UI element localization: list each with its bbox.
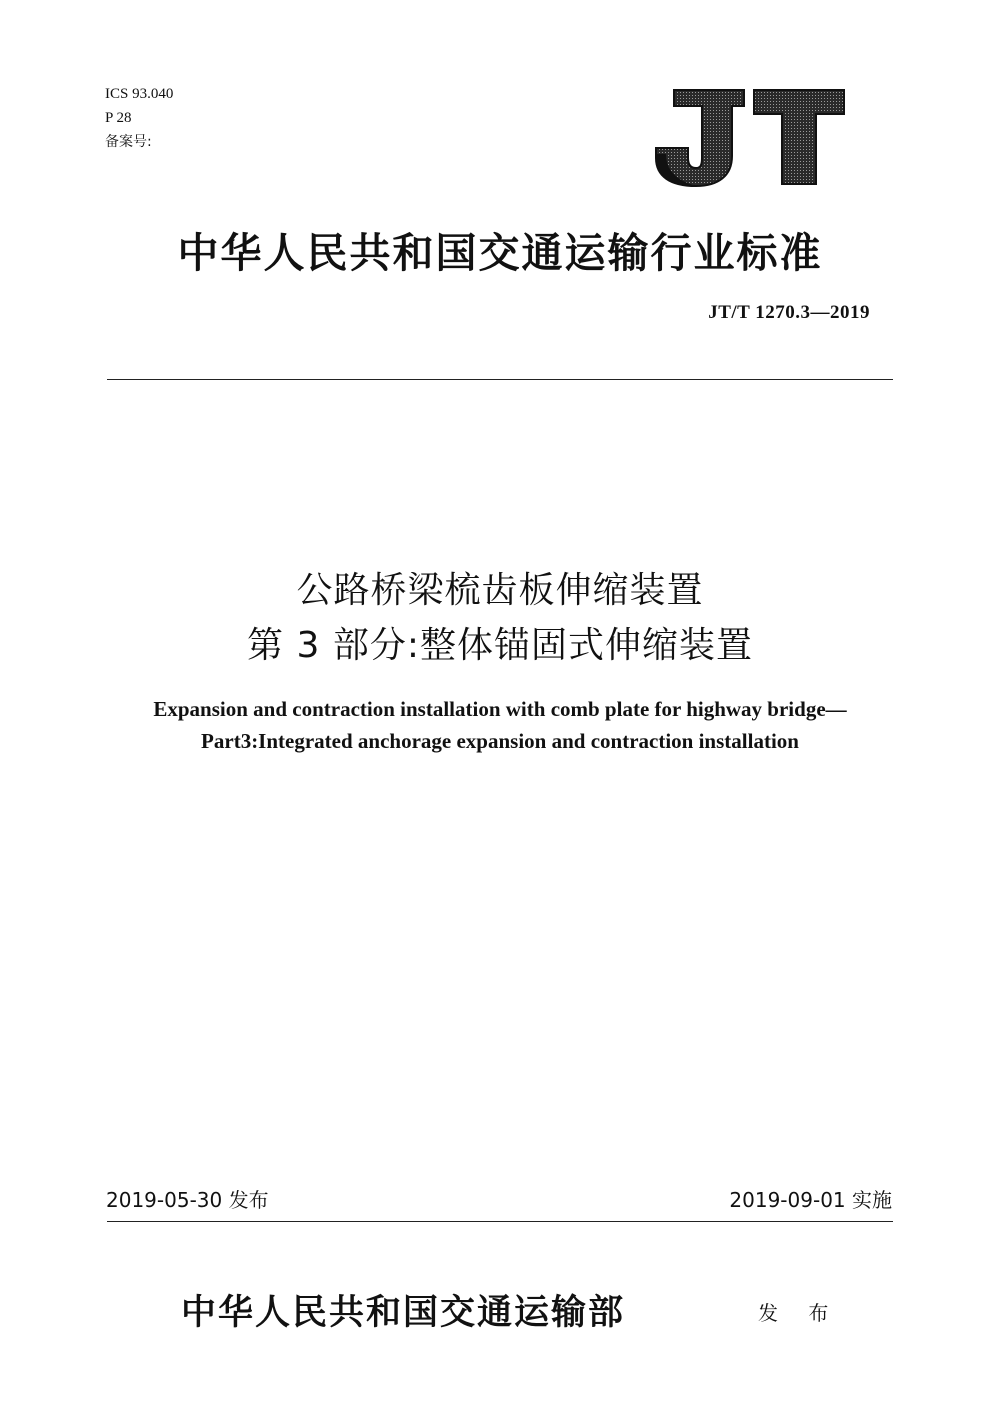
title-cn-line1: 公路桥梁梳齿板伸缩装置 xyxy=(296,570,704,611)
issue-date: 2019-05-30 发布 xyxy=(106,1188,269,1212)
standard-category: 中华人民共和国交通运输行业标准 xyxy=(177,229,823,277)
ccs-code: P 28 xyxy=(105,110,132,126)
record-number-label: 备案号: xyxy=(105,134,152,150)
ics-code: ICS 93.040 xyxy=(105,86,174,102)
implementation-date: 2019-09-01 实施 xyxy=(729,1188,892,1212)
standard-number: JT/T 1270.3—2019 xyxy=(708,302,870,323)
issued-label: 发 布 xyxy=(758,1301,841,1325)
title-en-line2: Part3:Integrated anchorage expansion and contraction installation xyxy=(201,729,799,753)
title-en-line1: Expansion and contraction installation with comb plate for highway bridge— xyxy=(153,697,847,721)
bottom-divider xyxy=(107,1221,893,1222)
title-cn-line2: 第 3 部分:整体锚固式伸缩装置 xyxy=(247,625,753,666)
top-divider xyxy=(107,379,893,380)
jt-logo xyxy=(652,88,847,188)
issuer-name: 中华人民共和国交通运输部 xyxy=(181,1292,626,1333)
